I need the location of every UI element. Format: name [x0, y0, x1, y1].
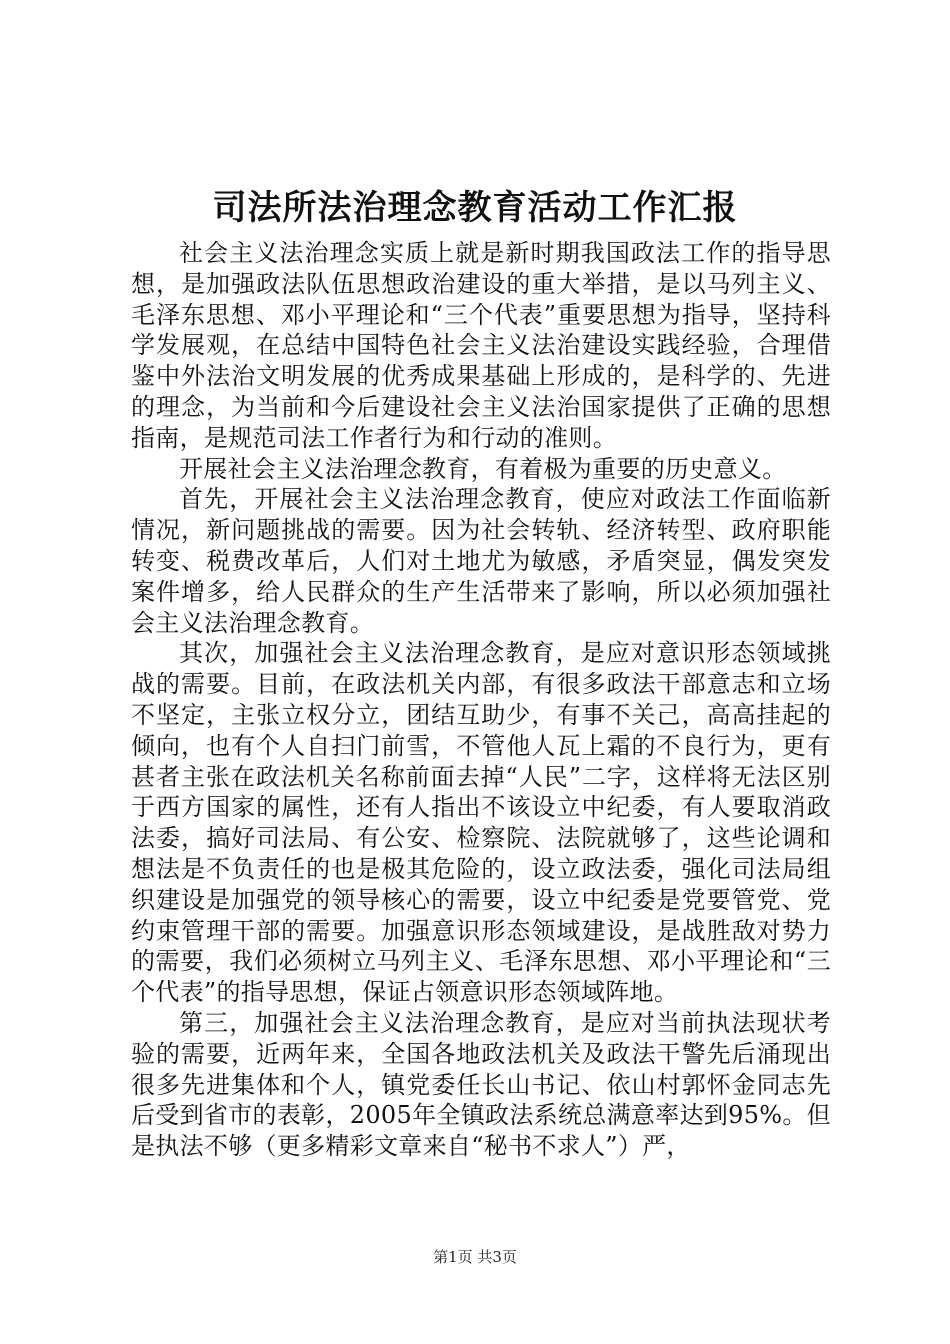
paragraph-significance: 开展社会主义法治理念教育，有着极为重要的历史意义。 [179, 454, 787, 483]
document-title: 司法所法治理念教育活动工作汇报 [212, 188, 738, 228]
paragraph-first-point: 首先，开展社会主义法治理念教育，使应对政法工作面临新情况，新问题挑战的需要。因为社会转轨、经济转型、政府职能转变、税费改革后，人们对土地尤为敏感，矛盾突显，偶发突发案件增多，给人民群众的生产生活带来了影响，所以必须加强社会主义法治理念教育。 [131, 485, 831, 637]
page-number-footer: 第1页 共3页 [433, 1248, 517, 1266]
paragraph-intro: 社会主义法治理念实质上就是新时期我国政法工作的指导思想，是加强政法队伍思想政治建设的重大举措，是以马列主义、毛泽东思想、邓小平理论和“三个代表”重要思想为指导，坚持科学发展观，在总结中国特色社会主义法治建设实践经验，合理借鉴中外法治文明发展的优秀成果基础上形成的，是科学的、先进的理念，为当前和今后建设社会主义法治国家提供了正确的思想指南，是规范司法工作者行为和行动的准则。 [131, 239, 831, 452]
document-body [131, 238, 831, 1162]
paragraph-second-point: 其次，加强社会主义法治理念教育，是应对意识形态领域挑战的需要。目前，在政法机关内部，有很多政法干部意志和立场不坚定，主张立权分立，团结互助少，有事不关己，高高挂起的倾向，也有个人自扫门前雪，不管他人瓦上霜的不良行为，更有甚者主张在政法机关名称前面去掉“人民”二字，这样将无法区别于西方国家的属性，还有人指出不该设立中纪委，有人要取消政法委，搞好司法局、有公安、检察院、法院就够了，这些论调和想法是不负责任的也是极其危险的，设立政法委，强化司法局组织建设是加强党的领导核心的需要，设立中纪委是党要管党、党约束管理干部的需要。加强意识形态领域建设，是战胜敌对势力的需要，我们必须树立马列主义、毛泽东思想、邓小平理论和“三个代表”的指导思想，保证占领意识形态领域阵地。 [131, 639, 831, 1007]
paragraph-third-point: 第三，加强社会主义法治理念教育，是应对当前执法现状考验的需要，近两年来，全国各地政法机关及政法干警先后涌现出很多先进集体和个人，镇党委任长山书记、依山村郭怀金同志先后受到省市的表彰，2005年全镇政法系统总满意率达到95%。但是执法不够（更多精彩文章来自“秘书不求人”）严， [131, 1008, 831, 1161]
